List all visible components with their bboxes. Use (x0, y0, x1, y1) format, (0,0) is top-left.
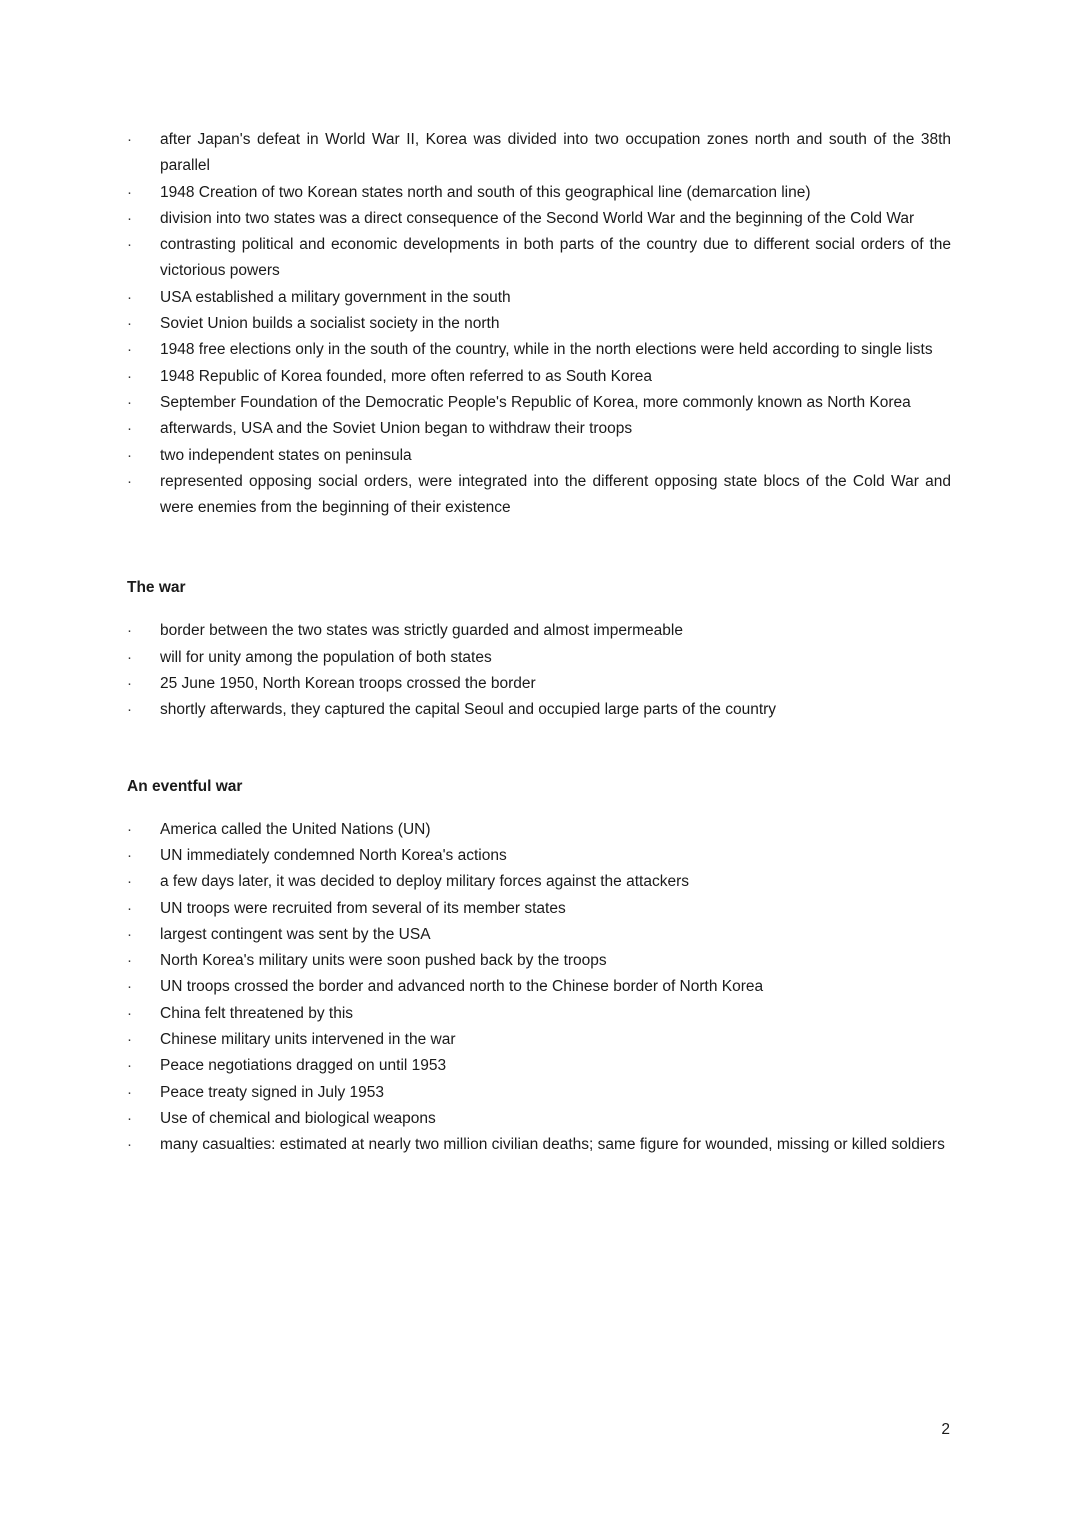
intro-bullet-list (127, 127, 951, 521)
war-bullet-list (127, 618, 951, 723)
list-item: · a few days later, it was decided to deploy military forces against the attackers (127, 869, 951, 895)
list-item: · Chinese military units intervened in the war (127, 1027, 951, 1053)
list-item: · North Korea's military units were soon pushed back by the troops (127, 948, 951, 974)
list-item: · contrasting political and economic developments in both parts of the country due to different social orders of the victorious powers (127, 232, 951, 285)
list-item: · September Foundation of the Democratic People's Republic of Korea, more commonly known as North Korea (127, 390, 951, 416)
list-item: · Peace negotiations dragged on until 1953 (127, 1053, 951, 1079)
section-heading-eventful-war: An eventful war (127, 777, 243, 795)
list-item: · two independent states on peninsula (127, 443, 951, 469)
list-item: · Use of chemical and biological weapons (127, 1106, 951, 1132)
page-number: 2 (941, 1421, 950, 1438)
list-item: · represented opposing social orders, were integrated into the different opposing state blocs of the Cold War and were enemies from the beginning of their existence (127, 469, 951, 522)
list-item: · will for unity among the population of both states (127, 645, 951, 671)
page-content (127, 127, 951, 1159)
spacer (127, 724, 951, 774)
list-item: · 25 June 1950, North Korean troops crossed the border (127, 671, 951, 697)
section-heading-the-war: The war (127, 579, 186, 597)
list-item: · Soviet Union builds a socialist society in the north (127, 311, 951, 337)
list-item: · UN troops crossed the border and advanced north to the Chinese border of North Korea (127, 974, 951, 1000)
list-item: · 1948 Republic of Korea founded, more often referred to as South Korea (127, 364, 951, 390)
list-item: · border between the two states was strictly guarded and almost impermeable (127, 618, 951, 644)
spacer (127, 800, 951, 817)
list-item: · after Japan's defeat in World War II, Korea was divided into two occupation zones north and south of the 38th parallel (127, 127, 951, 180)
list-item: · UN immediately condemned North Korea's actions (127, 843, 951, 869)
list-item: · afterwards, USA and the Soviet Union began to withdraw their troops (127, 416, 951, 442)
spacer (127, 521, 951, 575)
list-item: · Peace treaty signed in July 1953 (127, 1080, 951, 1106)
list-item: · division into two states was a direct consequence of the Second World War and the beginning of the Cold War (127, 206, 951, 232)
list-item: · shortly afterwards, they captured the capital Seoul and occupied large parts of the country (127, 697, 951, 723)
list-item: · many casualties: estimated at nearly two million civilian deaths; same figure for wounded, missing or killed soldiers (127, 1132, 951, 1158)
list-item: · 1948 Creation of two Korean states north and south of this geographical line (demarcation line) (127, 180, 951, 206)
list-item: · China felt threatened by this (127, 1001, 951, 1027)
list-item: · 1948 free elections only in the south of the country, while in the north elections were held according to single lists (127, 337, 951, 363)
list-item: · America called the United Nations (UN) (127, 817, 951, 843)
list-item: · UN troops were recruited from several of its member states (127, 896, 951, 922)
eventful-bullet-list (127, 817, 951, 1159)
spacer (127, 601, 951, 618)
list-item: · USA established a military government in the south (127, 285, 951, 311)
list-item: · largest contingent was sent by the USA (127, 922, 951, 948)
